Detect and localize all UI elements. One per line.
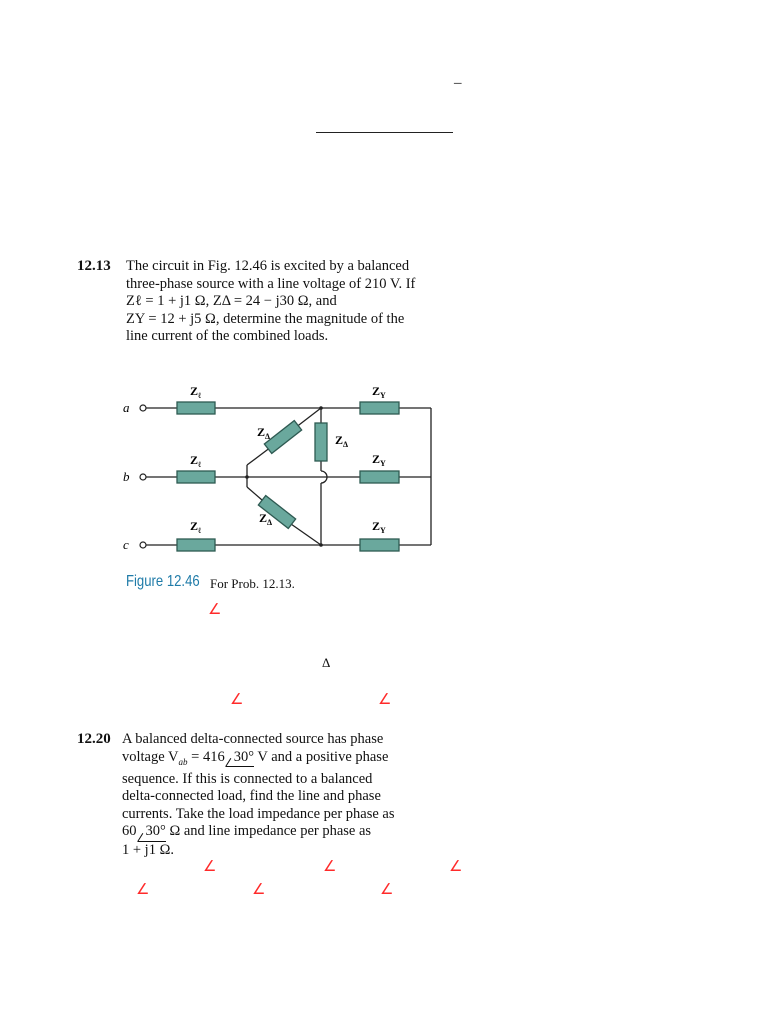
zl-label-a: $Z_\ell$	[190, 384, 202, 400]
resistor-zd-ca	[315, 423, 327, 461]
circuit-diagram	[110, 375, 450, 565]
figure-caption: For Prob. 12.13.	[210, 576, 295, 591]
problem-text-1213	[126, 258, 456, 346]
zd-label-ca: $Z_\Delta$	[335, 433, 349, 449]
terminal-b-node	[140, 474, 146, 480]
angle-mark: ∠	[378, 690, 392, 708]
terminal-a-label: a	[123, 400, 130, 415]
zy-label-b: $Z_Y$	[372, 452, 386, 468]
angle-mark: ∠	[230, 690, 244, 708]
resistor-zl-b	[177, 471, 215, 483]
problem-1220-line: A balanced delta-connected source has phase	[122, 731, 384, 747]
zd-label-bc: $Z_\Delta$	[259, 511, 273, 527]
terminal-a-node	[140, 405, 146, 411]
problem-1213-line: The circuit in Fig. 12.46 is excited by a balanced	[126, 258, 410, 274]
problem-1220-line: currents. Take the load impedance per phase as	[122, 805, 395, 822]
problem-1213-line: line current of the combined loads.	[126, 328, 329, 344]
problem-1220-line: 1 + j1 Ω.	[122, 841, 174, 858]
angle-mark: ∠	[252, 880, 266, 898]
problem-1213-line: three-phase source with a line voltage of 210 V. If	[126, 275, 416, 292]
top-rule	[316, 132, 453, 133]
terminal-c-label: c	[123, 537, 129, 552]
resistor-zl-c	[177, 539, 215, 551]
problem-1220-line: sequence. If this is connected to a balanced	[122, 770, 373, 787]
resistor-zy-b	[360, 471, 399, 483]
problem-text-1220	[122, 731, 452, 859]
problem-1213-line: Zℓ = 1 + j1 Ω, ZΔ = 24 − j30 Ω, and	[126, 293, 337, 309]
zy-label-c: $Z_Y$	[372, 519, 386, 535]
problem-1220-line: voltage $V_{ab} = 416$ 30° V and a positive phase	[122, 748, 389, 767]
problem-1220-line: 60 30° Ω and line impedance per phase as	[122, 823, 452, 842]
terminal-b-label: b	[123, 469, 130, 484]
angle-mark: ∠	[203, 857, 217, 875]
problem-number-1220: 12.20	[77, 731, 111, 747]
zl-label-c: $Z_\ell$	[190, 519, 202, 535]
top-dash: –	[454, 75, 462, 91]
resistor-zl-a	[177, 402, 215, 414]
resistor-zy-c	[360, 539, 399, 551]
angle-mark: ∠	[323, 857, 337, 875]
problem-number-1213: 12.13	[77, 258, 111, 274]
angle-mark: ∠	[380, 880, 394, 898]
resistor-zy-a	[360, 402, 399, 414]
terminal-c-node	[140, 542, 146, 548]
delta-mark: Δ	[322, 655, 331, 670]
angle-mark: ∠	[208, 600, 222, 618]
problem-1213-line: ZY = 12 + j5 Ω, determine the magnitude of the	[126, 310, 405, 327]
angle-mark: ∠	[449, 857, 463, 875]
angle-mark: ∠	[136, 880, 150, 898]
zy-label-a: $Z_Y$	[372, 384, 386, 400]
problem-1220-line: delta-connected load, find the line and phase	[122, 788, 381, 805]
zd-label-ab: $Z_\Delta$	[257, 425, 271, 441]
figure-label: Figure 12.46	[126, 573, 200, 590]
zl-label-b: $Z_\ell$	[190, 453, 202, 469]
